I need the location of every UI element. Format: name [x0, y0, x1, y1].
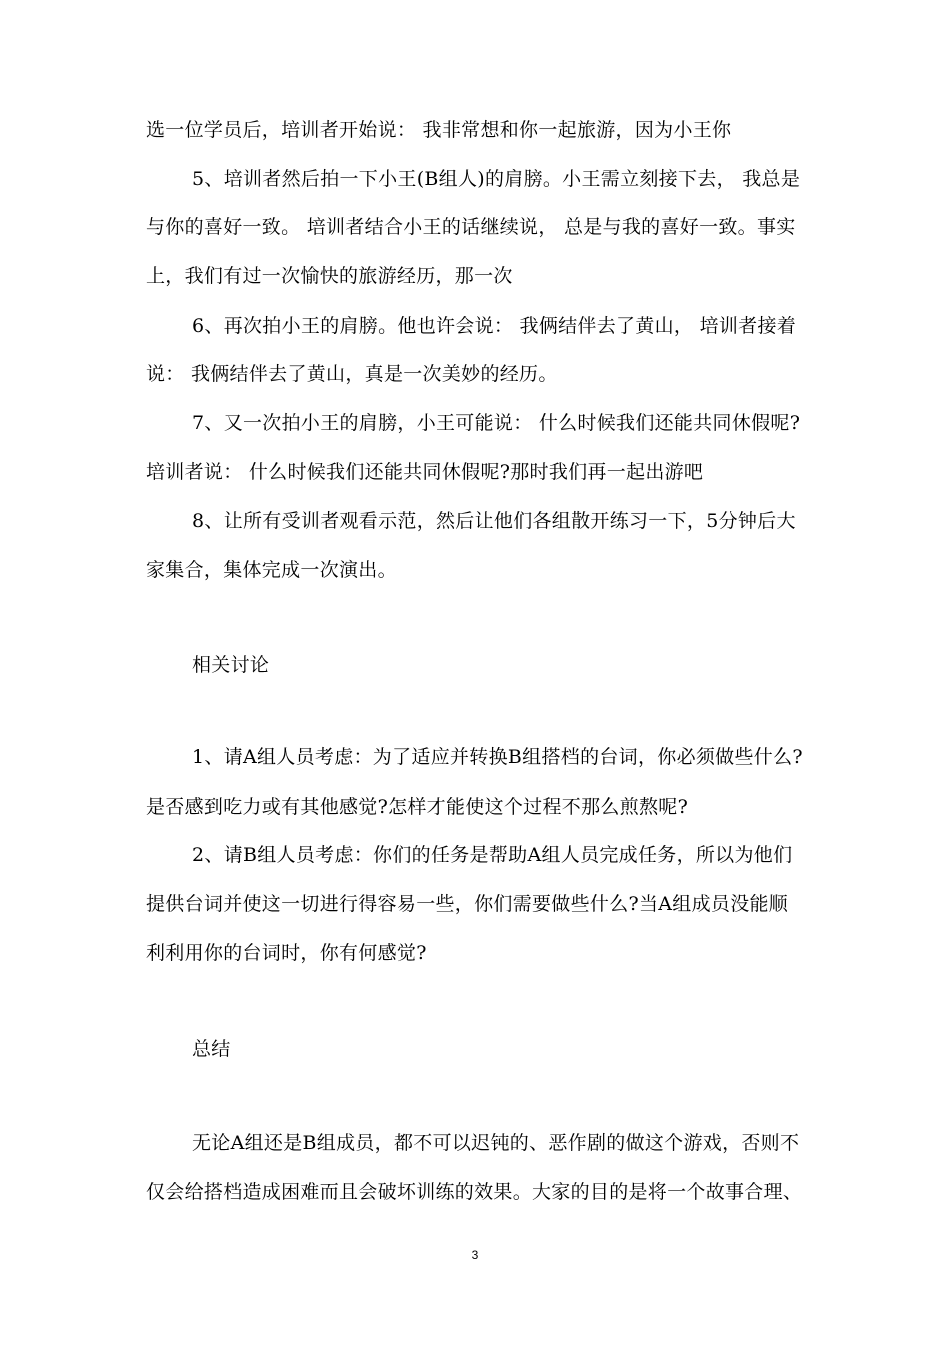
text-line: 8、让所有受训者观看示范，然后让他们各组散开练习一下，5分钟后大	[192, 510, 796, 532]
text-line: 与你的喜好一致。 培训者结合小王的话继续说， 总是与我的喜好一致。事实	[146, 216, 796, 238]
text-line: 提供台词并使这一切进行得容易一些，你们需要做些什么?当A组成员没能顺	[146, 893, 789, 915]
text-line: 7、又一次拍小王的肩膀，小王可能说： 什么时候我们还能共同休假呢?	[192, 412, 801, 434]
text-line: 说： 我俩结伴去了黄山，真是一次美妙的经历。	[146, 363, 558, 385]
text-line: 2、请B组人员考虑：你们的任务是帮助A组人员完成任务，所以为他们	[192, 844, 793, 866]
text-line: 利利用你的台词时，你有何感觉?	[146, 942, 427, 964]
text-line: 无论A组还是B组成员，都不可以迟钝的、恶作剧的做这个游戏，否则不	[192, 1132, 800, 1154]
text-line: 培训者说： 什么时候我们还能共同休假呢?那时我们再一起出游吧	[146, 461, 704, 483]
text-line: 是否感到吃力或有其他感觉?怎样才能使这个过程不那么煎熬呢?	[146, 796, 689, 818]
text-line: 上，我们有过一次愉快的旅游经历，那一次	[146, 265, 513, 287]
text-line: 1、请A组人员考虑：为了适应并转换B组搭档的台词，你必须做些什么?	[192, 746, 803, 768]
text-line: 家集合，集体完成一次演出。	[146, 559, 397, 581]
section-heading: 总结	[192, 1038, 231, 1060]
text-line: 6、再次拍小王的肩膀。他也许会说： 我俩结伴去了黄山， 培训者接着	[192, 315, 797, 337]
text-line: 5、培训者然后拍一下小王(B组人)的肩膀。小王需立刻接下去， 我总是	[192, 168, 801, 190]
text-line: 选一位学员后，培训者开始说： 我非常想和你一起旅游，因为小王你	[146, 119, 732, 141]
section-heading: 相关讨论	[192, 654, 270, 676]
text-line: 仅会给搭档造成困难而且会破坏训练的效果。大家的目的是将一个故事合理、	[146, 1181, 803, 1203]
page-number: 3	[471, 1248, 479, 1262]
